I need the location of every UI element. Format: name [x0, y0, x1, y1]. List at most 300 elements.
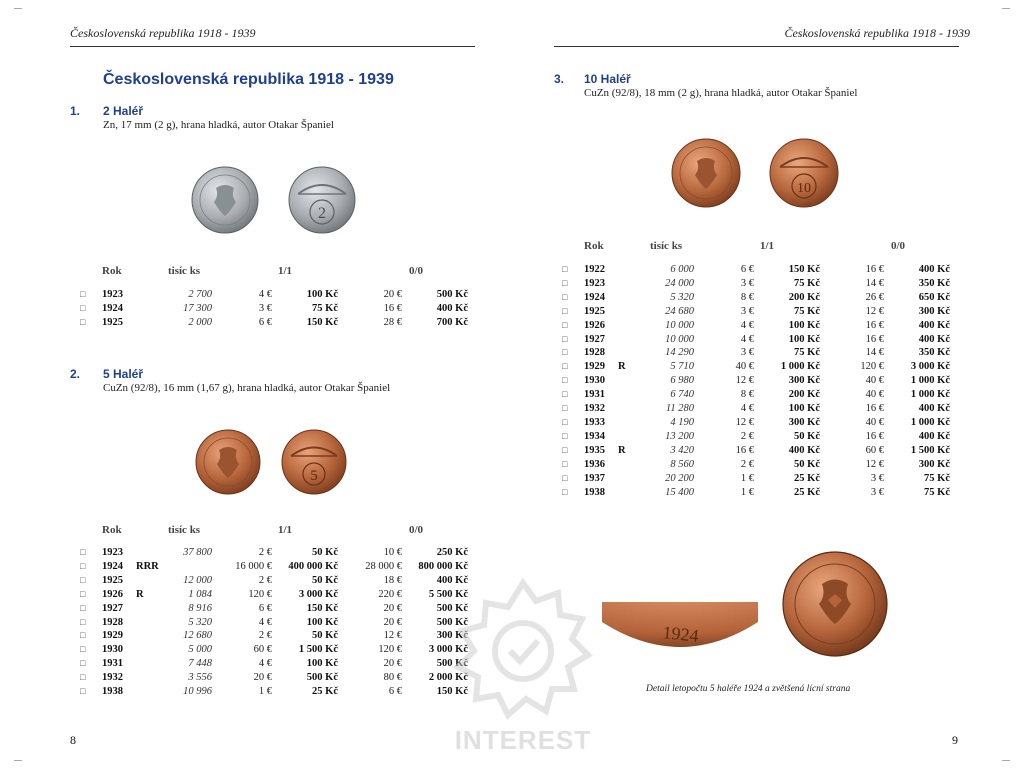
- price-eur-2-cell: 16 €: [865, 430, 884, 442]
- section-3-description: CuZn (92/8), 18 mm (2 g), hrana hladká, autor Otakar Španiel: [584, 87, 858, 99]
- table-row: [80, 671, 468, 685]
- watermark-badge-icon: [448, 575, 598, 725]
- table-row: [562, 319, 950, 333]
- price-czk-1-cell: 400 Kč: [788, 444, 820, 456]
- checkbox[interactable]: □: [562, 430, 568, 441]
- checkbox[interactable]: □: [80, 547, 86, 557]
- price-eur-2-cell: 20 €: [383, 602, 402, 614]
- table-row: [80, 560, 468, 574]
- checkbox[interactable]: □: [80, 316, 86, 327]
- table-row: [80, 574, 468, 588]
- rarity-cell: R: [136, 588, 144, 600]
- col-grade2: 0/0: [409, 265, 424, 277]
- coin-10-haler-image: [670, 136, 850, 210]
- price-czk-2-cell: 1 500 Kč: [910, 444, 950, 456]
- price-czk-1-cell: 50 Kč: [794, 458, 820, 470]
- mintage-cell: 6 740: [670, 389, 694, 401]
- price-czk-1-cell: 100 Kč: [788, 403, 820, 415]
- price-czk-2-cell: 1 000 Kč: [910, 375, 950, 387]
- price-eur-1-cell: 12 €: [735, 375, 754, 387]
- price-eur-1-cell: 4 €: [258, 616, 272, 628]
- price-eur-1-cell: 1 €: [740, 486, 754, 498]
- year-cell: 1924: [102, 560, 123, 572]
- table-row: [562, 416, 950, 430]
- year-cell: 1933: [584, 416, 605, 428]
- coin-10-haler-reverse: [770, 139, 838, 207]
- rarity-cell: [136, 602, 166, 616]
- rarity-cell: [618, 333, 648, 347]
- rarity-cell: [136, 671, 166, 685]
- rarity-cell: [136, 288, 166, 302]
- price-eur-2-cell: 3 €: [870, 472, 884, 484]
- price-czk-2-cell: 75 Kč: [924, 486, 950, 498]
- price-eur-1-cell: 8 €: [740, 291, 754, 303]
- table-row: [562, 291, 950, 305]
- checkbox[interactable]: □: [562, 319, 568, 330]
- table-row: [562, 486, 950, 500]
- price-eur-1-cell: 20 €: [253, 672, 272, 684]
- mintage-cell: 17 300: [183, 302, 212, 314]
- price-eur-2-cell: 20 €: [383, 616, 402, 628]
- table-row: [562, 430, 950, 444]
- price-czk-1-cell: 400 000 Kč: [288, 560, 338, 572]
- checkbox[interactable]: □: [562, 361, 568, 372]
- year-cell: 1936: [584, 458, 605, 470]
- price-czk-1-cell: 3 000 Kč: [298, 588, 338, 600]
- section-2-number: 2.: [70, 367, 81, 381]
- table-row: [80, 643, 468, 657]
- table-row: [562, 277, 950, 291]
- price-czk-2-cell: 3 000 Kč: [428, 644, 468, 656]
- table-row: [562, 458, 950, 472]
- price-eur-2-cell: 220 €: [378, 588, 402, 600]
- year-cell: 1938: [102, 686, 123, 698]
- section-2-description: CuZn (92/8), 16 mm (1,67 g), hrana hladká, autor Otakar Španiel: [103, 382, 391, 394]
- checkbox[interactable]: □: [562, 472, 568, 483]
- checkbox[interactable]: □: [80, 672, 86, 683]
- price-czk-2-cell: 2 000 Kč: [428, 672, 468, 684]
- crop-mark: [14, 8, 22, 9]
- table-row: [562, 346, 950, 360]
- price-czk-1-cell: 25 Kč: [312, 686, 338, 698]
- rarity-cell: [136, 302, 166, 316]
- price-eur-1-cell: 12 €: [735, 416, 754, 428]
- table-row: [562, 374, 950, 388]
- rarity-cell: [618, 291, 648, 305]
- price-czk-1-cell: 100 Kč: [306, 616, 338, 628]
- coin-date-detail-image: [602, 602, 758, 662]
- year-cell: 1923: [102, 289, 123, 300]
- coin-5-haler-image: [194, 427, 354, 497]
- table-row: [80, 602, 468, 616]
- checkbox[interactable]: □: [562, 333, 568, 344]
- year-cell: 1932: [102, 672, 123, 684]
- rarity-cell: [136, 616, 166, 630]
- price-czk-2-cell: 500 Kč: [436, 289, 468, 300]
- section-2-title: 5 Haléř: [103, 367, 144, 381]
- price-eur-1-cell: 6 €: [258, 316, 272, 328]
- crop-mark: [14, 760, 22, 761]
- checkbox[interactable]: □: [562, 486, 568, 497]
- year-cell: 1929: [584, 361, 605, 373]
- price-eur-2-cell: 26 €: [865, 291, 884, 303]
- rarity-cell: [618, 319, 648, 333]
- price-eur-2-cell: 18 €: [383, 574, 402, 586]
- price-eur-1-cell: 4 €: [740, 403, 754, 415]
- checkbox[interactable]: □: [80, 630, 86, 641]
- checkbox[interactable]: □: [562, 444, 568, 455]
- coin-5-haler-obverse: [196, 430, 260, 494]
- price-czk-1-cell: 100 Kč: [788, 319, 820, 331]
- price-eur-2-cell: 14 €: [865, 277, 884, 289]
- price-eur-1-cell: 4 €: [740, 333, 754, 345]
- rarity-cell: [618, 388, 648, 402]
- price-eur-1-cell: 2 €: [740, 458, 754, 470]
- page-title: Československá republika 1918 - 1939: [103, 71, 394, 88]
- page-number-left: 8: [70, 733, 76, 747]
- table-row: [80, 657, 468, 671]
- year-cell: 1930: [102, 644, 123, 656]
- year-cell: 1927: [584, 333, 605, 345]
- price-czk-1-cell: 200 Kč: [788, 389, 820, 401]
- mintage-cell: 12 680: [183, 630, 212, 642]
- running-header-right: Československá republika 1918 - 1939: [784, 26, 970, 40]
- price-eur-1-cell: 3 €: [740, 277, 754, 289]
- price-table-2-haler: [80, 288, 468, 330]
- price-eur-2-cell: 40 €: [865, 389, 884, 401]
- price-eur-1-cell: 1 €: [258, 686, 272, 698]
- price-eur-2-cell: 12 €: [865, 305, 884, 317]
- table-2-header: [0, 524, 512, 538]
- mintage-cell: 10 996: [183, 686, 212, 698]
- price-czk-1-cell: 100 Kč: [788, 333, 820, 345]
- price-czk-1-cell: 300 Kč: [788, 416, 820, 428]
- mintage-cell: 8 916: [188, 602, 212, 614]
- price-eur-1-cell: 8 €: [740, 389, 754, 401]
- table-row: [562, 360, 950, 374]
- price-czk-2-cell: 400 Kč: [436, 574, 468, 586]
- price-table-5-haler: [80, 546, 468, 699]
- year-cell: 1924: [102, 302, 123, 314]
- price-eur-1-cell: 3 €: [740, 347, 754, 359]
- price-czk-2-cell: 250 Kč: [436, 547, 468, 558]
- rarity-cell: R: [618, 361, 626, 373]
- price-czk-1-cell: 50 Kč: [312, 574, 338, 586]
- interest-watermark: [448, 575, 598, 755]
- checkbox[interactable]: □: [562, 389, 568, 400]
- mintage-cell: 24 000: [665, 277, 694, 289]
- year-cell: 1927: [102, 602, 123, 614]
- table-row: [80, 588, 468, 602]
- mintage-cell: 11 280: [665, 403, 694, 415]
- checkbox[interactable]: □: [80, 658, 86, 669]
- col-year: Rok: [584, 240, 604, 252]
- col-grade1: 1/1: [278, 265, 293, 277]
- mintage-cell: 2 700: [188, 289, 212, 300]
- mintage-cell: 7 448: [188, 658, 212, 670]
- price-czk-2-cell: 400 Kč: [918, 264, 950, 275]
- coin-2-haler-image: [190, 164, 360, 236]
- price-czk-2-cell: 150 Kč: [436, 686, 468, 698]
- mintage-cell: 8 560: [670, 458, 694, 470]
- price-eur-1-cell: 2 €: [258, 547, 272, 558]
- rarity-cell: [618, 402, 648, 416]
- price-czk-1-cell: 75 Kč: [794, 277, 820, 289]
- price-czk-1-cell: 100 Kč: [306, 289, 338, 300]
- price-czk-1-cell: 200 Kč: [788, 291, 820, 303]
- price-eur-1-cell: 2 €: [258, 630, 272, 642]
- price-eur-2-cell: 6 €: [388, 686, 402, 698]
- checkbox[interactable]: □: [80, 574, 86, 585]
- table-row: [80, 316, 468, 330]
- rarity-cell: [618, 346, 648, 360]
- price-eur-2-cell: 10 €: [383, 547, 402, 558]
- rarity-cell: R: [618, 444, 626, 456]
- header-rule-right: [554, 46, 959, 47]
- mintage-cell: 14 290: [665, 347, 694, 359]
- checkbox[interactable]: □: [562, 416, 568, 427]
- year-cell: 1937: [584, 472, 605, 484]
- year-cell: 1929: [102, 630, 123, 642]
- crop-mark: [1002, 760, 1010, 761]
- col-grade2: 0/0: [409, 524, 424, 536]
- mintage-cell: 24 680: [665, 305, 694, 317]
- coin-2-haler-obverse: [192, 167, 258, 233]
- price-eur-2-cell: 16 €: [865, 319, 884, 331]
- price-czk-1-cell: 25 Kč: [794, 486, 820, 498]
- year-cell: 1935: [584, 444, 605, 456]
- rarity-cell: RRR: [136, 560, 159, 572]
- price-czk-2-cell: 400 Kč: [436, 302, 468, 314]
- checkbox[interactable]: □: [562, 305, 568, 316]
- year-cell: 1926: [102, 588, 123, 600]
- mintage-cell: 15 400: [665, 486, 694, 498]
- price-czk-2-cell: 3 000 Kč: [910, 361, 950, 373]
- price-eur-1-cell: 3 €: [740, 305, 754, 317]
- mintage-cell: 10 000: [665, 333, 694, 345]
- checkbox[interactable]: □: [562, 347, 568, 358]
- price-eur-2-cell: 16 €: [383, 302, 402, 314]
- price-czk-2-cell: 300 Kč: [918, 305, 950, 317]
- price-czk-1-cell: 300 Kč: [788, 375, 820, 387]
- price-eur-2-cell: 28 €: [383, 316, 402, 328]
- year-cell: 1928: [102, 616, 123, 628]
- watermark-text: INTEREST: [454, 725, 592, 755]
- price-czk-2-cell: 400 Kč: [918, 319, 950, 331]
- table-row: [562, 333, 950, 347]
- price-czk-1-cell: 100 Kč: [306, 658, 338, 670]
- table-3-header: [512, 240, 1024, 254]
- coin-5-haler-value: 5: [310, 468, 318, 484]
- year-cell: 1934: [584, 430, 605, 442]
- price-czk-1-cell: 75 Kč: [794, 347, 820, 359]
- table-row: [80, 685, 468, 699]
- price-czk-2-cell: 5 500 Kč: [428, 588, 468, 600]
- price-czk-2-cell: 350 Kč: [918, 347, 950, 359]
- price-eur-2-cell: 16 €: [865, 403, 884, 415]
- mintage-cell: 5 320: [670, 291, 694, 303]
- price-eur-1-cell: 16 €: [735, 444, 754, 456]
- mintage-cell: 6 000: [670, 264, 694, 275]
- price-eur-1-cell: 120 €: [248, 588, 272, 600]
- rarity-cell: [618, 277, 648, 291]
- year-cell: 1924: [584, 291, 605, 303]
- table-row: [562, 402, 950, 416]
- price-eur-1-cell: 16 000 €: [235, 560, 272, 572]
- year-cell: 1931: [584, 389, 605, 401]
- mintage-cell: [166, 560, 212, 574]
- year-cell: 1938: [584, 486, 605, 498]
- mintage-cell: 20 200: [665, 472, 694, 484]
- section-3-number: 3.: [554, 72, 565, 86]
- price-eur-2-cell: 16 €: [865, 264, 884, 275]
- checkbox[interactable]: □: [562, 291, 568, 302]
- checkbox[interactable]: □: [562, 277, 568, 288]
- checkbox[interactable]: □: [80, 560, 86, 571]
- price-czk-1-cell: 150 Kč: [306, 602, 338, 614]
- enlarged-5-haler-obverse: [780, 540, 890, 670]
- checkbox[interactable]: □: [80, 602, 86, 613]
- rarity-cell: [136, 546, 166, 560]
- mintage-cell: 3 420: [670, 444, 694, 456]
- page-number-right: 9: [952, 733, 958, 747]
- mintage-cell: 12 000: [183, 574, 212, 586]
- price-czk-1-cell: 50 Kč: [312, 630, 338, 642]
- col-mintage: tisíc ks: [168, 265, 201, 277]
- checkbox[interactable]: □: [80, 644, 86, 655]
- year-cell: 1931: [102, 658, 123, 670]
- mintage-cell: 5 710: [670, 361, 694, 373]
- price-czk-1-cell: 50 Kč: [312, 547, 338, 558]
- table-row: [562, 263, 950, 277]
- price-eur-1-cell: 2 €: [258, 574, 272, 586]
- price-eur-2-cell: 120 €: [378, 644, 402, 656]
- rarity-cell: [618, 305, 648, 319]
- checkbox[interactable]: □: [80, 616, 86, 627]
- coin-5-haler-reverse: [282, 430, 346, 494]
- checkbox[interactable]: □: [80, 686, 86, 697]
- checkbox[interactable]: □: [562, 458, 568, 469]
- table-row: [562, 444, 950, 458]
- year-cell: 1930: [584, 375, 605, 387]
- table-row: [80, 546, 468, 560]
- price-czk-2-cell: 75 Kč: [924, 472, 950, 484]
- running-header-left: Československá republika 1918 - 1939: [70, 26, 256, 40]
- price-czk-2-cell: 400 Kč: [918, 430, 950, 442]
- price-eur-2-cell: 12 €: [865, 458, 884, 470]
- section-1-number: 1.: [70, 104, 81, 118]
- header-rule-left: [70, 46, 475, 47]
- checkbox[interactable]: □: [562, 375, 568, 386]
- price-czk-2-cell: 500 Kč: [436, 658, 468, 670]
- price-eur-2-cell: 20 €: [383, 658, 402, 670]
- col-grade1: 1/1: [278, 524, 293, 536]
- table-row: [562, 305, 950, 319]
- price-czk-1-cell: 25 Kč: [794, 472, 820, 484]
- price-table-10-haler: [562, 263, 950, 499]
- year-cell: 1926: [584, 319, 605, 331]
- price-eur-2-cell: 12 €: [383, 630, 402, 642]
- col-mintage: tisíc ks: [650, 240, 683, 252]
- checkbox[interactable]: □: [80, 289, 86, 299]
- price-czk-2-cell: 400 Kč: [918, 333, 950, 345]
- price-eur-1-cell: 6 €: [258, 602, 272, 614]
- mintage-cell: 37 800: [183, 547, 212, 558]
- rarity-cell: [136, 629, 166, 643]
- checkbox[interactable]: □: [562, 264, 568, 274]
- year-cell: 1923: [584, 277, 605, 289]
- col-mintage: tisíc ks: [168, 524, 201, 536]
- detail-caption: Detail letopočtu 5 haléře 1924 a zvětšená lícní strana: [646, 684, 851, 694]
- rarity-cell: [136, 685, 166, 699]
- price-czk-2-cell: 400 Kč: [918, 403, 950, 415]
- checkbox[interactable]: □: [80, 302, 86, 313]
- mintage-cell: 10 000: [665, 319, 694, 331]
- price-czk-2-cell: 500 Kč: [436, 602, 468, 614]
- price-eur-1-cell: 1 €: [740, 472, 754, 484]
- price-eur-2-cell: 14 €: [865, 347, 884, 359]
- checkbox[interactable]: □: [80, 588, 86, 599]
- table-row: [562, 388, 950, 402]
- price-czk-1-cell: 1 000 Kč: [780, 361, 820, 373]
- year-cell: 1925: [584, 305, 605, 317]
- rarity-cell: [618, 263, 648, 277]
- price-czk-1-cell: 50 Kč: [794, 430, 820, 442]
- price-eur-2-cell: 16 €: [865, 333, 884, 345]
- price-eur-1-cell: 2 €: [740, 430, 754, 442]
- table-row: [562, 472, 950, 486]
- crop-mark: [1002, 8, 1010, 9]
- price-eur-2-cell: 60 €: [865, 444, 884, 456]
- col-year: Rok: [102, 265, 122, 277]
- table-row: [80, 302, 468, 316]
- price-czk-2-cell: 350 Kč: [918, 277, 950, 289]
- mintage-cell: 4 190: [670, 416, 694, 428]
- year-cell: 1925: [102, 316, 123, 328]
- price-eur-2-cell: 40 €: [865, 416, 884, 428]
- mintage-cell: 5 000: [188, 644, 212, 656]
- table-1-header: [0, 265, 512, 279]
- checkbox[interactable]: □: [562, 403, 568, 414]
- price-eur-1-cell: 4 €: [258, 658, 272, 670]
- year-cell: 1922: [584, 264, 605, 275]
- year-cell: 1932: [584, 403, 605, 415]
- rarity-cell: [136, 643, 166, 657]
- price-czk-1-cell: 75 Kč: [794, 305, 820, 317]
- rarity-cell: [618, 430, 648, 444]
- price-czk-1-cell: 75 Kč: [312, 302, 338, 314]
- rarity-cell: [618, 374, 648, 388]
- section-1-title: 2 Haléř: [103, 104, 144, 118]
- year-cell: 1925: [102, 574, 123, 586]
- col-year: Rok: [102, 524, 122, 536]
- mintage-cell: 5 320: [188, 616, 212, 628]
- coin-10-haler-value: 10: [797, 181, 811, 196]
- coin-10-haler-obverse: [672, 139, 740, 207]
- coin-2-haler-reverse: [289, 167, 355, 233]
- rarity-cell: [618, 416, 648, 430]
- rarity-cell: [618, 458, 648, 472]
- price-eur-1-cell: 60 €: [253, 644, 272, 656]
- mintage-cell: 2 000: [188, 316, 212, 328]
- rarity-cell: [618, 472, 648, 486]
- section-1-description: Zn, 17 mm (2 g), hrana hladká, autor Otakar Španiel: [103, 119, 334, 131]
- mintage-cell: 1 084: [188, 588, 212, 600]
- price-czk-1-cell: 1 500 Kč: [298, 644, 338, 656]
- price-eur-2-cell: 40 €: [865, 375, 884, 387]
- price-czk-2-cell: 300 Kč: [436, 630, 468, 642]
- price-czk-1-cell: 150 Kč: [788, 264, 820, 275]
